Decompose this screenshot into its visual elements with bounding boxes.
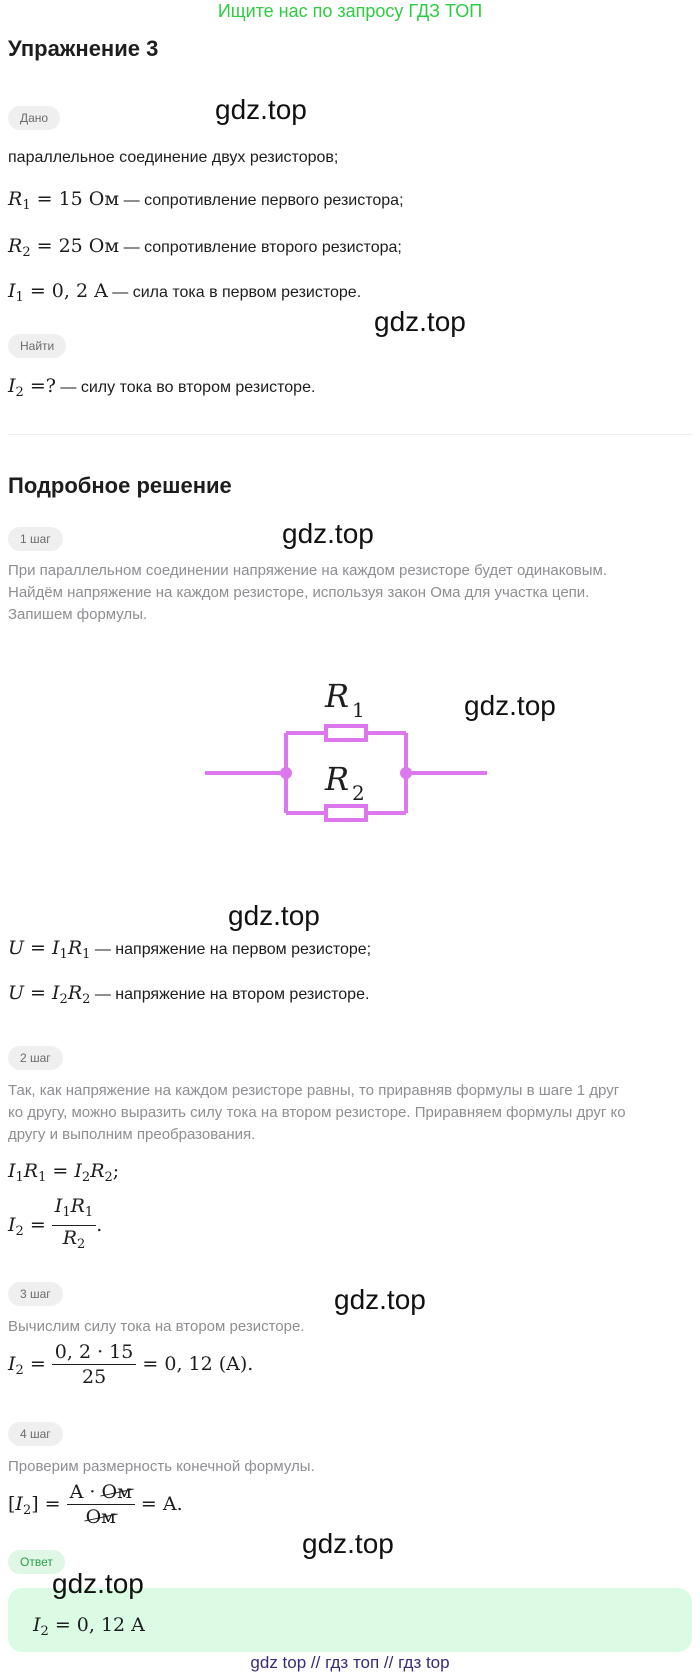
circuit-node-left	[280, 767, 292, 779]
find-i2: $I_2$ =? — силу тока во втором резисторе.	[8, 375, 316, 400]
step1-badge: 1 шаг	[8, 527, 63, 551]
given-intro: параллельное соединение двух резисторов;	[8, 149, 339, 166]
watermark: gdz.top	[215, 94, 307, 125]
resistor-r1-label: R	[325, 677, 350, 715]
formula-u-i1r1: $U = I_1R_1$ — напряжение на первом резисторе;	[8, 937, 372, 962]
step2-badge: 2 шаг	[8, 1046, 63, 1070]
solution-title: Подробное решение	[8, 473, 232, 498]
step1-text: При параллельном соединении напряжение на каждом резисторе будет одинаковым. Найдём напряжение на каждом резисторе, используя закон Ома для участка цепи. Запишем формулы.	[8, 562, 608, 623]
answer-badge: Ответ	[8, 1550, 65, 1574]
watermark: gdz.top	[228, 900, 320, 931]
footer-links: gdz top // гдз топ // гдз top	[250, 1653, 450, 1672]
find-badge: Найти	[8, 334, 66, 358]
formula-i2-expression: $I_2$ = $\frac{I_1R_1}{R_2}$ .	[8, 1195, 103, 1252]
step4-badge: 4 шаг	[8, 1422, 63, 1446]
formula-u-i2r2: $U = I_2R_2$ — напряжение на втором резисторе.	[8, 982, 370, 1007]
page-title: Упражнение 3	[8, 36, 159, 61]
given-r1: $R_1 = 15$ Ом — сопротивление первого резистора;	[8, 188, 404, 213]
step4-text: Проверим размерность конечной формулы.	[8, 1458, 315, 1475]
parallel-circuit-diagram	[200, 670, 500, 830]
formula-i2-calculation: $I_2$ = $\frac{0, 2 \cdot 15}{25}$ = 0, 12 (A).	[8, 1341, 254, 1388]
watermark: gdz.top	[464, 690, 556, 721]
formula-unit-check: $[I_2]$ = $\frac{A \cdot Ом}{Ом}$ = A.	[8, 1481, 183, 1528]
step3-text: Вычислим силу тока на втором резисторе.	[8, 1318, 305, 1335]
watermark: gdz.top	[334, 1284, 426, 1315]
given-i1: $I_1 = 0$, 2 A — сила тока в первом резисторе.	[8, 280, 362, 305]
resistor-r1-sub: 1	[352, 698, 365, 722]
given-r2: $R_2 = 25$ Ом — сопротивление второго резистора;	[8, 235, 402, 260]
given-badge: Дано	[8, 106, 60, 130]
watermark: gdz.top	[52, 1568, 144, 1599]
answer-value: $I_2 = 0$, 12 A	[33, 1614, 145, 1639]
resistor-r1-symbol	[326, 726, 366, 740]
formula-equality: $I_1R_1 = I_2R_2$;	[8, 1160, 120, 1185]
step2-text: Так, как напряжение на каждом резисторе равны, то приравняв формулы в шаге 1 друг ко другу, можно выразить силу тока на втором резисторе. Приравняем формулы друг ко другу и выполним преобразования.	[8, 1082, 626, 1143]
resistor-r2-label: R	[325, 760, 350, 798]
watermark: gdz.top	[374, 306, 466, 337]
circuit-node-right	[400, 767, 412, 779]
top-banner: Ищите нас по запросу ГДЗ ТОП	[217, 1, 483, 21]
step3-badge: 3 шаг	[8, 1282, 63, 1306]
watermark: gdz.top	[302, 1528, 394, 1559]
resistor-r2-symbol	[326, 806, 366, 820]
resistor-r2-sub: 2	[352, 781, 365, 805]
section-divider	[8, 434, 692, 435]
watermark: gdz.top	[282, 518, 374, 549]
